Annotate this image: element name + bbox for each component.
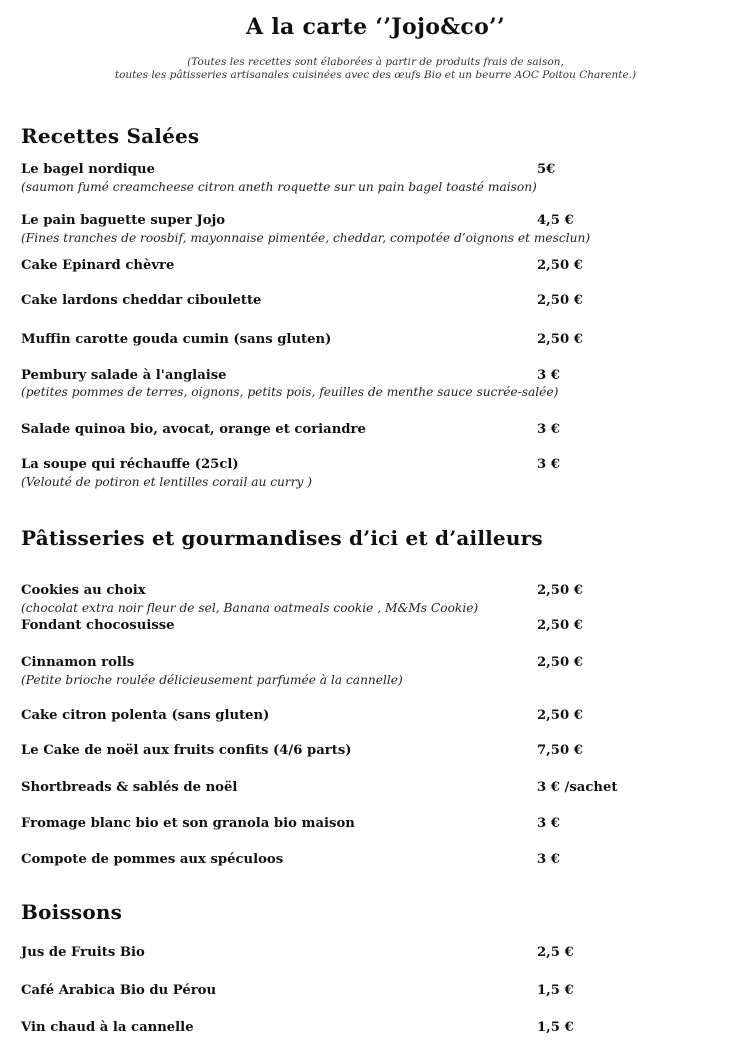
item-name: Jus de Fruits Bio (21, 945, 145, 960)
item-price: 2,50 € (537, 293, 583, 308)
item-description: (petites pommes de terres, oignons, petits pois, feuilles de menthe sauce sucrée-salée) (21, 385, 559, 399)
item-name: Le bagel nordique (21, 162, 155, 177)
item-price: 3 € (537, 816, 560, 831)
item-name: Vin chaud à la cannelle (21, 1020, 194, 1035)
item-name: La soupe qui réchauffe (25cl) (21, 457, 239, 472)
item-name: Cake lardons cheddar ciboulette (21, 293, 262, 308)
section-title-boissons: Boissons (21, 900, 123, 924)
item-name: Muffin carotte gouda cumin (sans gluten) (21, 332, 332, 347)
section-title-salees: Recettes Salées (21, 124, 200, 148)
item-description: (chocolat extra noir fleur de sel, Banana oatmeals cookie , M&Ms Cookie) (21, 601, 479, 615)
item-price: 3 € /sachet (537, 780, 618, 795)
item-price: 3 € (537, 368, 560, 383)
item-price: 3 € (537, 422, 560, 437)
item-name: Pembury salade à l'anglaise (21, 368, 227, 383)
item-price: 2,50 € (537, 708, 583, 723)
menu-title: A la carte ‘’Jojo&co’’ (246, 14, 505, 40)
item-name: Salade quinoa bio, avocat, orange et coriandre (21, 422, 366, 437)
item-price: 1,5 € (537, 1020, 574, 1035)
item-price: 3 € (537, 457, 560, 472)
item-price: 3 € (537, 852, 560, 867)
item-price: 2,50 € (537, 258, 583, 273)
item-price: 1,5 € (537, 983, 574, 998)
item-price: 2,50 € (537, 655, 583, 670)
item-name: Fondant chocosuisse (21, 618, 175, 633)
item-name: Compote de pommes aux spéculoos (21, 852, 284, 867)
item-price: 2,50 € (537, 618, 583, 633)
item-description: (saumon fumé creamcheese citron aneth roquette sur un pain bagel toasté maison) (21, 180, 537, 194)
item-price: 4,5 € (537, 213, 574, 228)
item-name: Café Arabica Bio du Pérou (21, 983, 217, 998)
item-name: Cake Epinard chèvre (21, 258, 175, 273)
intro-line-2: toutes les pâtisseries artisanales cuisinées avec des œufs Bio et un beurre AOC Poitou Charente.) (114, 69, 637, 81)
item-name: Le Cake de noël aux fruits confits (4/6 parts) (21, 743, 352, 758)
item-price: 2,50 € (537, 332, 583, 347)
item-description: (Velouté de potiron et lentilles corail au curry ) (21, 475, 313, 489)
item-name: Cookies au choix (21, 583, 146, 598)
intro-line-1: (Toutes les recettes sont élaborées à partir de produits frais de saison, (187, 56, 564, 68)
item-description: (Petite brioche roulée délicieusement parfumée à la cannelle) (21, 673, 403, 687)
section-title-patisseries: Pâtisseries et gourmandises d’ici et d’ailleurs (21, 526, 543, 550)
item-name: Le pain baguette super Jojo (21, 213, 226, 228)
item-price: 5€ (537, 162, 556, 177)
item-name: Fromage blanc bio et son granola bio maison (21, 816, 355, 831)
item-name: Cake citron polenta (sans gluten) (21, 708, 270, 723)
item-price: 7,50 € (537, 743, 583, 758)
item-price: 2,5 € (537, 945, 574, 960)
item-name: Shortbreads & sablés de noël (21, 780, 238, 795)
item-name: Cinnamon rolls (21, 655, 135, 670)
item-description: (Fines tranches de roosbif, mayonnaise pimentée, cheddar, compotée d’oignons et mesclun) (21, 231, 591, 245)
item-price: 2,50 € (537, 583, 583, 598)
